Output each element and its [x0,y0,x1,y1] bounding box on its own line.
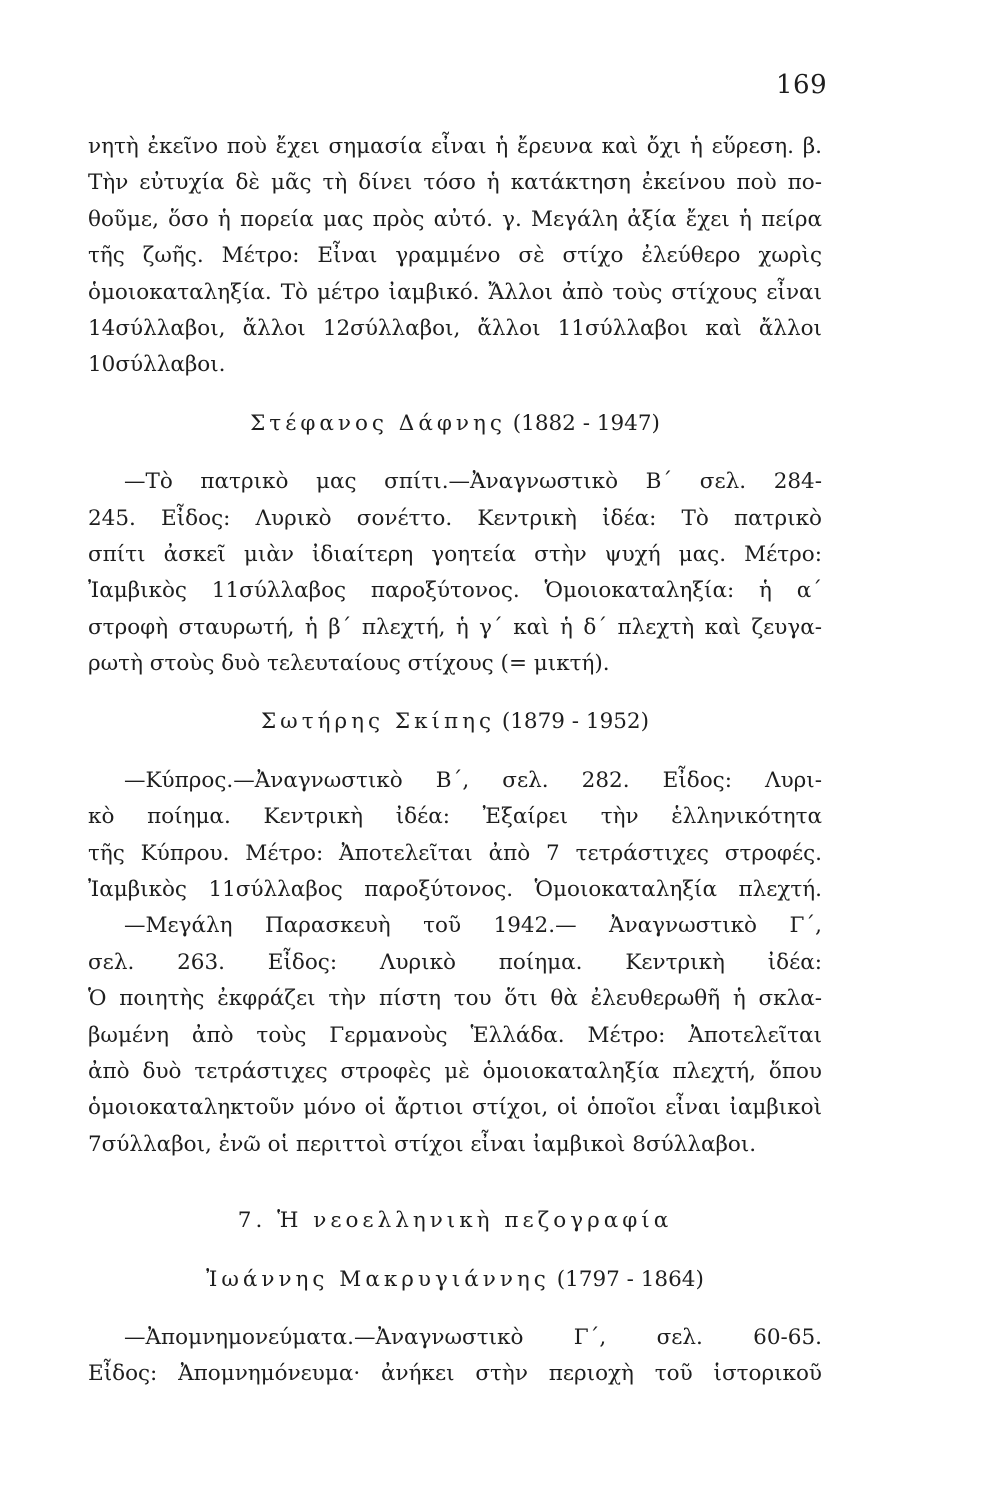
author-heading [88,704,822,740]
text-line: ὁμοιοκαταληκτοῦν μόνο οἱ ἄρτιοι στίχοι, οἱ ὁποῖοι εἶναι ἰαμβικοὶ [88,1095,822,1121]
text-line: νητὴ ἐκεῖνο ποὺ ἔχει σημασία εἶναι ἡ ἔρευνα καὶ ὄχι ἡ εὕρεση. β. [88,134,822,159]
chapter-heading: 7. Ἡ νεοελληνικὴ πεζογραφία [237,1208,673,1234]
text-line: 245. Εἶδος: Λυρικὸ σονέττο. Κεντρικὴ ἰδέα: Τὸ πατρικὸ [88,505,822,531]
text-line: κὸ ποίημα. Κεντρικὴ ἰδέα: Ἐξαίρει τὴν ἑλληνικότητα [88,804,822,830]
page-body [88,129,822,1393]
text-line: —Μεγάλη Παρασκευὴ τοῦ 1942.— Ἀναγνωστικὸ Γ΄, [124,913,822,939]
text-line: —Τὸ πατρικὸ μας σπίτι.—Ἀναγνωστικὸ Β΄ σελ. 284- [124,469,822,495]
text-line: τῆς ζωῆς. Μέτρο: Εἶναι γραμμένο σὲ στίχο ἐλεύθερο χωρὶς [88,243,822,269]
text-line: 14σύλλαβοι, ἄλλοι 12σύλλαβοι, ἄλλοι 11σύλλαβοι καὶ ἄλλοι [88,315,822,341]
text-line: Τὴν εὐτυχία δὲ μᾶς τὴ δίνει τόσο ἡ κατάκτηση ἐκείνου ποὺ πο- [88,170,822,196]
text-line: θοῦμε, ὅσο ἡ πορεία μας πρὸς αὐτό. γ. Μεγάλη ἀξία ἔχει ἡ πείρα [88,206,822,232]
page-number: 169 [776,70,828,100]
author-dates: (1797 - 1864) [556,1266,704,1292]
text-line: στροφὴ σταυρωτή, ἡ β΄ πλεχτή, ἡ γ΄ καὶ ἡ δ΄ πλεχτὴ καὶ ζευγα- [88,614,822,640]
text-line: Εἶδος: Ἀπομνημόνευμα· ἀνήκει στὴν περιοχὴ τοῦ ἱστορικοῦ [88,1361,822,1387]
author-name: Ἰωάννης Μακρυγιάννης [206,1266,550,1292]
author-name: Στέφανος Δάφνης [250,410,506,436]
text-line: τῆς Κύπρου. Μέτρο: Ἀποτελεῖται ἀπὸ 7 τετράστιχες στροφές. [88,840,822,866]
text-line: —Κύπρος.—Ἀναγνωστικὸ Β΄, σελ. 282. Εἶδος: Λυρι- [124,767,822,793]
text-line: ὁμοιοκαταληξία. Τὸ μέτρο ἰαμβικό. Ἄλλοι ἀπὸ τοὺς στίχους εἶναι [88,279,822,305]
text-line: —Ἀπομνημονεύματα.—Ἀναγνωστικὸ Γ΄, σελ. 60-65. [124,1324,822,1350]
text-line: Ἰαμβικὸς 11σύλλαβος παροξύτονος. Ὁμοιοκαταληξία: ἡ α΄ [88,578,822,604]
text-line: σελ. 263. Εἶδος: Λυρικὸ ποίημα. Κεντρικὴ ἰδέα: [88,949,822,975]
author-name: Σωτήρης Σκίπης [260,709,496,735]
text-line: ρωτὴ στοὺς δυὸ τελευταίους στίχους (= μικτή). [88,651,610,677]
text-line: ἀπὸ δυὸ τετράστιχες στροφὲς μὲ ὁμοιοκαταληξία πλεχτή, ὅπου [88,1058,822,1084]
text-line: βωμένη ἀπὸ τοὺς Γερμανοὺς Ἑλλάδα. Μέτρο: Ἀποτελεῖται [88,1022,822,1048]
author-heading [88,1262,822,1298]
text-line: 10σύλλαβοι. [88,352,226,378]
author-dates: (1879 - 1952) [501,709,649,735]
author-heading [88,406,822,442]
author-dates: (1882 - 1947) [512,410,660,436]
text-line: Ἰαμβικὸς 11σύλλαβος παροξύτονος. Ὁμοιοκαταληξία πλεχτή. [88,877,822,903]
text-line: σπίτι ἀσκεῖ μιὰν ἰδιαίτερη γοητεία στὴν ψυχή μας. Μέτρο: [88,541,822,567]
text-line: 7σύλλαβοι, ἐνῶ οἱ περιττοὶ στίχοι εἶναι ἰαμβικοὶ 8σύλλαβοι. [88,1131,757,1157]
text-line: Ὁ ποιητὴς ἐκφράζει τὴν πίστη του ὅτι θὰ ἐλευθερωθῆ ἡ σκλα- [88,986,822,1012]
